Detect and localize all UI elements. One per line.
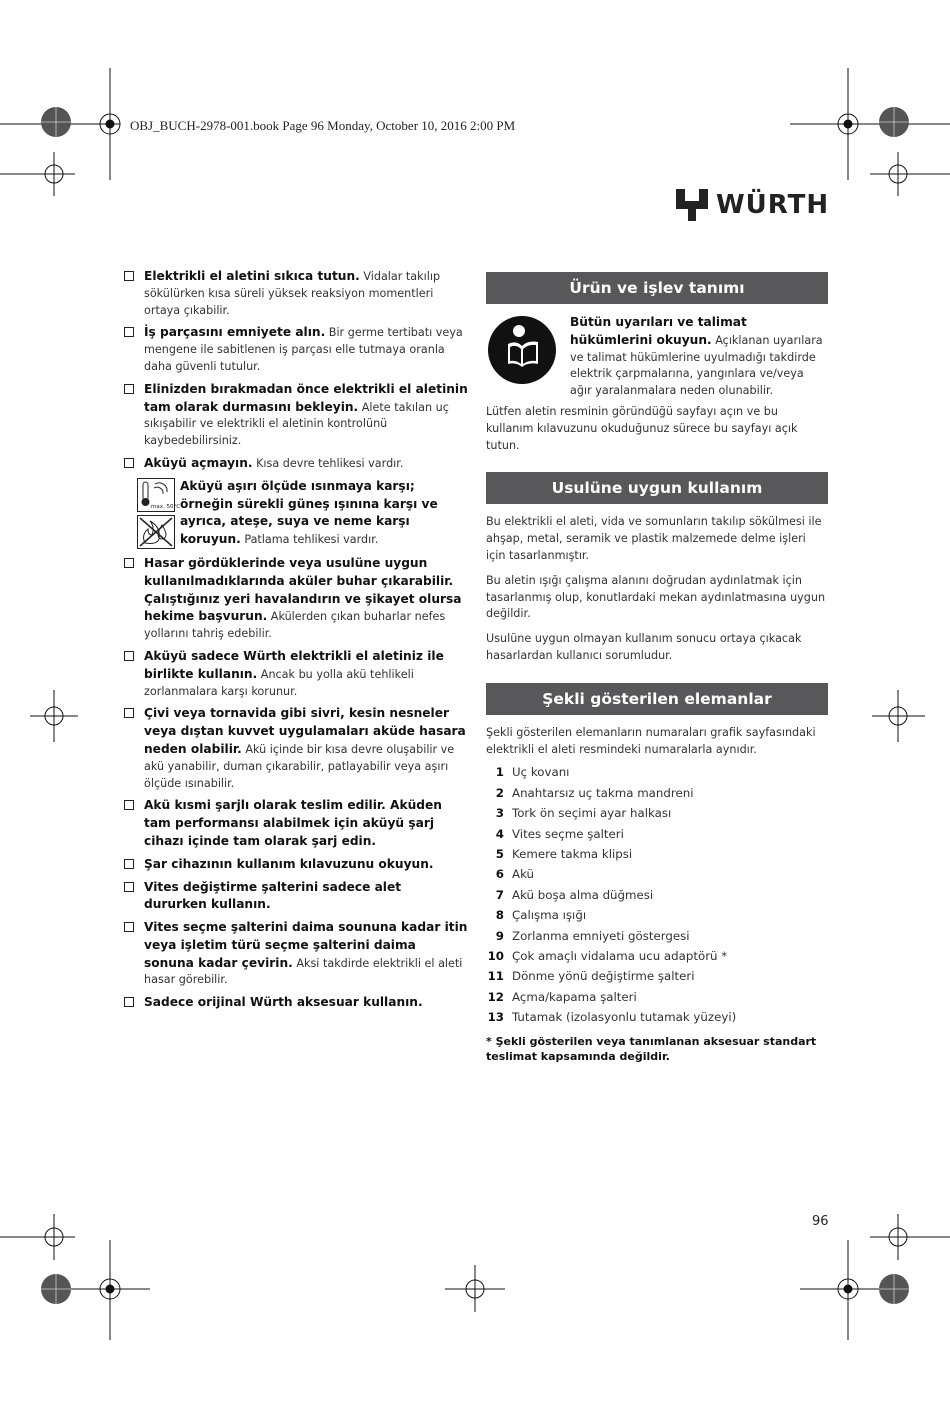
checkbox-bullet-icon [124, 922, 134, 932]
checkbox-bullet-icon [124, 800, 134, 810]
paragraph: Bu aletin ışığı çalışma alanını doğrudan aydınlatmak için tasarlanmış olup, konutlardaki mekan aydınlatmasına uygun değildir. [486, 573, 826, 621]
list-item: 12 Açma/kapama şalteri [487, 989, 637, 1004]
list-item: 3 Tork ön seçimi ayar halkası [495, 806, 672, 821]
section-heading: Şekli gösterilen elemanlar [486, 683, 828, 715]
paragraph: Lütfen aletin resminin göründüğü sayfayı açın ve bu kullanım kılavuzunu okuduğunuz sürece bu sayfayı açık tutun. [486, 404, 798, 452]
list-item: 8 Çalışma ışığı [495, 908, 587, 923]
page-number: 96 [812, 1214, 829, 1229]
list-item: 1 Uç kovanı [495, 765, 570, 780]
print-header: OBJ_BUCH-2978-001.book Page 96 Monday, October 10, 2016 2:00 PM [130, 118, 516, 133]
list-item: 7 Akü boşa alma düğmesi [495, 887, 654, 902]
checkbox-bullet-icon [124, 708, 134, 718]
section-heading: Usulüne uygun kullanım [486, 472, 828, 504]
heat-warning: max. 50°C Aküyü aşırı ölçüde ısınmaya karşı; örneğin sürekli güneş ışınına karşı ve ayrıca, ateşe, suya ve neme karşı koruyun. Patlama tehlikesi vardır. [137, 478, 468, 549]
paragraph: Bu elektrikli el aleti, vida ve somunların takılıp sökülmesi ile ahşap, metal, seramik ve plastik malzemede delme işleri için tasarlanmıştır. [486, 515, 822, 562]
safety-item: Elektrikli el aletini sıkıca tutun. Vidalar takılıp sökülürken kısa süreli yüksek reaksiyon momentleri ortaya çıkabilir. [123, 268, 468, 319]
temperature-sun-icon [137, 478, 181, 512]
safety-item: Çivi veya tornavida gibi sivri, kesin nesneler veya dıştan kuvvet uygulamaları aküde hasara neden olabilir. Akü içinde bir kısa devre oluşabilir ve akü yanabilir, duman çıkarabilir, patlayabilir veya aşırı ölçüde ısınabilir. [123, 705, 468, 792]
footnote: * Şekli gösterilen veya tanımlanan aksesuar standart teslimat kapsamında değildir. [486, 1034, 817, 1064]
list-item: 10 Çok amaçlı vidalama ucu adaptörü * [487, 949, 728, 963]
safety-item: Elinizden bırakmadan önce elektrikli el aletinin tam olarak durmasını bekleyin. Alete takılan uç sıkışabilir ve elektrikli el aletinin kontrolünü kaybedebilirsiniz. [123, 381, 468, 450]
logo-wordmark: WÜRTH [716, 190, 830, 220]
safety-item: Aküyü açmayın. Kısa devre tehlikesi vardır. [123, 455, 468, 473]
checkbox-bullet-icon [124, 882, 134, 892]
safety-item: Sadece orijinal Würth aksesuar kullanın. [123, 994, 468, 1012]
wurth-logo [676, 189, 829, 221]
checkbox-bullet-icon [124, 327, 134, 337]
section-heading: Ürün ve işlev tanımı [486, 272, 828, 304]
checkbox-bullet-icon [124, 558, 134, 568]
right-column [486, 272, 828, 1065]
safety-item: Şar cihazının kullanım kılavuzunu okuyun. [123, 856, 468, 874]
read-manual-icon [486, 314, 558, 386]
list-item: 13 Tutamak (izolasyonlu tutamak yüzeyi) [487, 1010, 737, 1025]
safety-item: Hasar gördüklerinde veya usulüne uygun kullanılmadıklarında aküler buhar çıkarabilir. Çalıştığınız yeri havalandırın ve şikayet olursa hekime başvurun. Akülerden çıkan buharlar nefes yollarını tahriş edebilir. [123, 555, 468, 643]
checkbox-bullet-icon [124, 859, 134, 869]
component-list [486, 762, 828, 1027]
checkbox-bullet-icon [124, 271, 134, 281]
checkbox-bullet-icon [124, 384, 134, 394]
list-item: 11 Dönme yönü değiştirme şalteri [487, 969, 695, 984]
safety-item: Vites seçme şalterini daima soununa kadar itin veya işletim türü seçme şalterini daima sonuna kadar çevirin. Aksi takdirde elektrikli el aleti hasar görebilir. [123, 919, 468, 989]
wurth-logo-icon [676, 189, 708, 221]
list-item: 2 Anahtarsız uç takma mandreni [495, 785, 694, 800]
left-column [123, 268, 468, 1017]
safety-item: Aküyü sadece Würth elektrikli el aletiniz ile birlikte kullanın. Ancak bu yolla akü tehlikeli zorlanmalara karşı korunur. [123, 648, 468, 700]
svg-text:max. 50°C: max. 50°C [151, 503, 181, 510]
list-item: 6 Akü [495, 867, 535, 882]
checkbox-bullet-icon [124, 651, 134, 661]
checkbox-bullet-icon [124, 458, 134, 468]
list-item: 4 Vites seçme şalteri [495, 826, 624, 841]
list-item: 5 Kemere takma klipsi [495, 846, 633, 861]
safety-item: Vites değiştirme şalterini sadece alet dururken kullanın. [123, 879, 468, 915]
paragraph: Şekli gösterilen elemanların numaraları grafik sayfasındaki elektrikli el aleti resmindeki numaralarla aynıdır. [486, 725, 816, 756]
checkbox-bullet-icon [124, 997, 134, 1007]
paragraph: Usulüne uygun olmayan kullanım sonucu ortaya çıkacak hasarlardan kullanıcı sorumludur. [486, 632, 802, 662]
list-item: 9 Zorlanma emniyeti göstergesi [495, 928, 690, 943]
safety-item: Akü kısmi şarjlı olarak teslim edilir. Aküden tam performansı alabilmek için aküyü şarj cihazı içinde tam olarak şarj edin. [123, 797, 468, 850]
read-instructions-warning: Bütün uyarıları ve talimat hükümlerini okuyun. Açıklanan uyarılara ve talimat hükümlerine uyulmadığı takdirde elektrik çarpmalarına, yangınlara ve/veya ağır yaralanmalara neden olunabilir. [486, 314, 828, 400]
no-water-fire-icon [137, 515, 175, 549]
safety-item: İş parçasını emniyete alın. Bir germe tertibatı veya mengene ile sabitlenen iş parçası elle tutmaya oranla daha güvenli tutulur. [123, 324, 468, 375]
